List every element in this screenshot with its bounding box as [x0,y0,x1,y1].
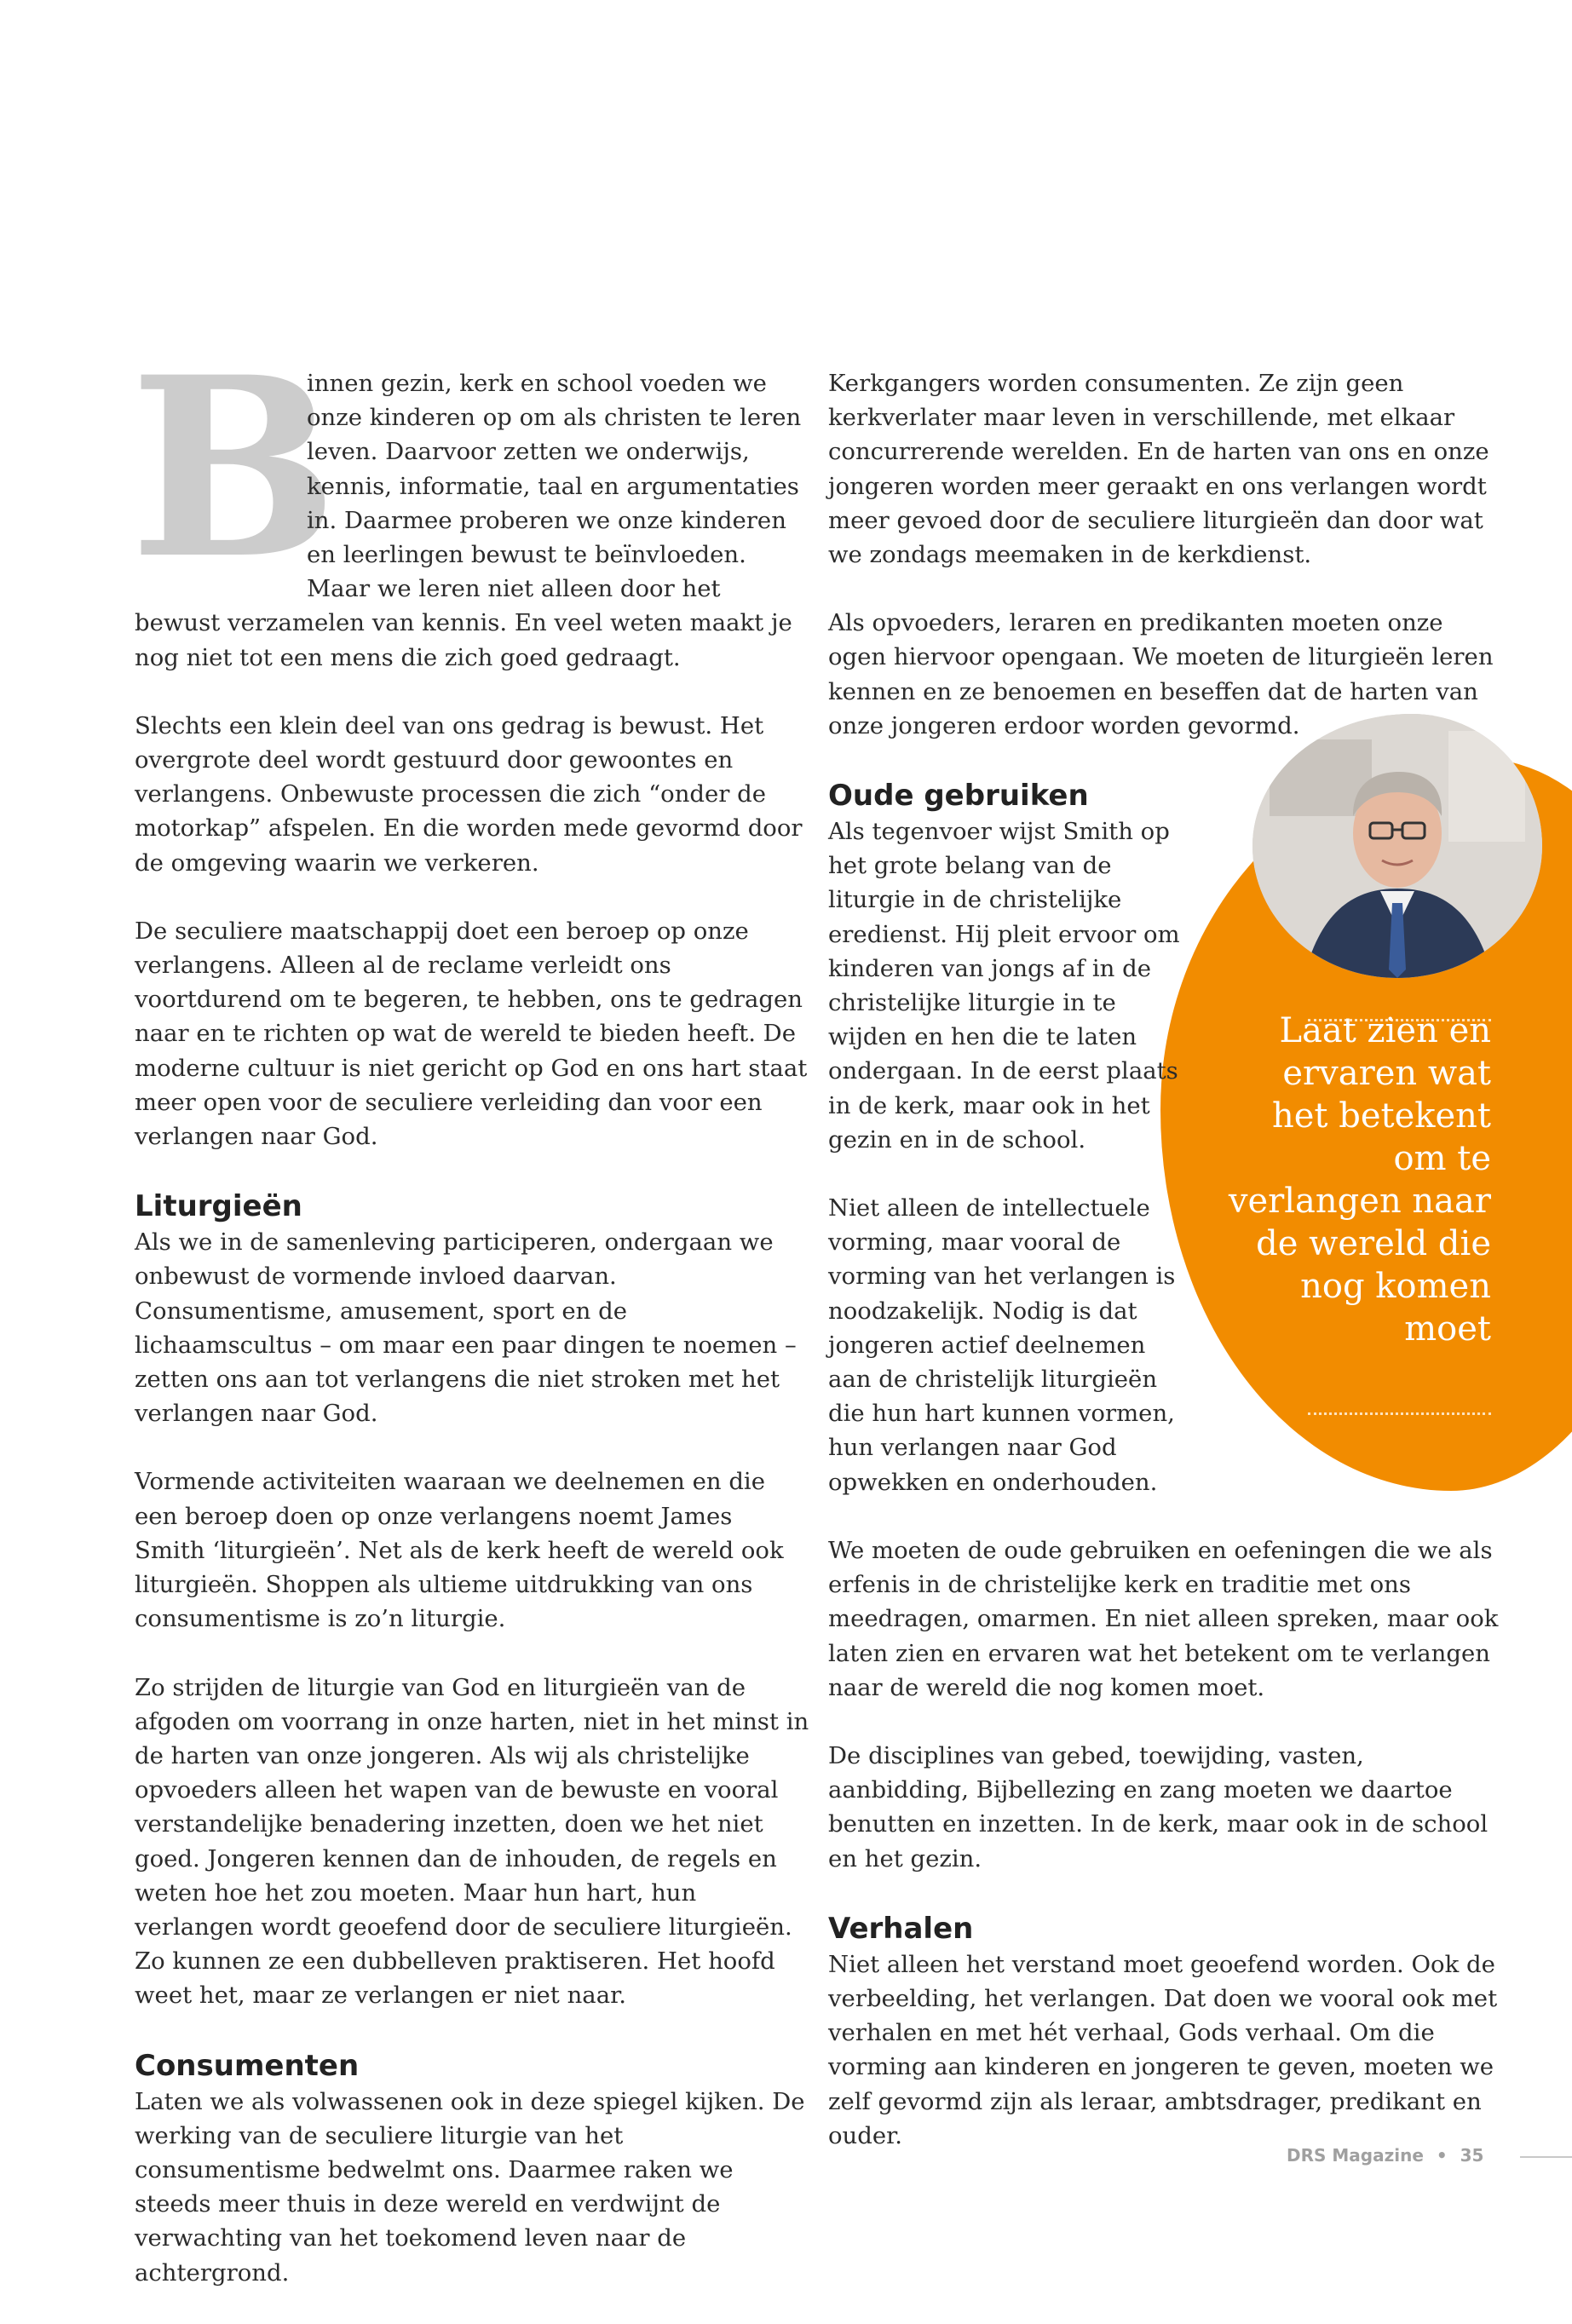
intro-text: innen gezin, kerk en school voeden we onze kinderen op om als christen te leren leven. Daarvoor zetten we onderwijs, kennis, informatie, taal en argumentaties in. Daarmee proberen we onze kinderen en leerlingen bewust te beïnvloeden. Maar we leren niet alleen door het bewust verzamelen van kennis. En veel weten maakt je nog niet tot een mens die zich goed gedraagt. [135,370,802,671]
paragraph: Als we in de samenleving participeren, ondergaan we onbewust de vormende invloed daarvan. Consumentisme, amusement, sport en de lichaamscultus – om maar een paar dingen te noemen – zetten ons aan tot verlangens die niet stroken met het verlangen naar God. [135,1228,797,1428]
paragraph: De seculiere maatschappij doet een beroep op onze verlangens. Alleen al de reclame verleidt ons voortdurend om te begeren, te hebben, ons te gedragen naar en te richten op wat de wereld te bieden heeft. De moderne cultuur is niet gericht op God en ons hart staat meer open voor de seculiere verleiding dan voor een verlangen naar God. [135,917,808,1151]
left-column [130,324,809,2324]
paragraph: Als tegenvoer wijst Smith op het grote belang van de liturgie in de christelijke eredienst. Hij pleit ervoor om kinderen van jongs af in de christelijke liturgie in te wijden en hen die te laten ondergaan. In de eerst plaats in de kerk, maar ook in het gezin en in de school. [828,818,1180,1153]
drop-cap: B [130,324,339,613]
section-heading-verhalen: Verhalen [828,1911,974,1946]
paragraph: Slechts een klein deel van ons gedrag is bewust. Het overgrote deel wordt gestuurd door gewoontes en verlangens. Onbewuste processen die zich “onder de motorkap” afspelen. En die worden mede gevormd door de omgeving waarin we verkeren. [135,711,803,877]
footer-rule [1520,2156,1572,2158]
section-heading-consumenten: Consumenten [135,2048,360,2083]
paragraph: Laten we als volwassenen ook in deze spiegel kijken. De werking van de seculiere liturgie van het consumentisme bedwelmt ons. Daarmee raken we steeds meer thuis in deze wereld en verdwijnt de verwachting van het toekomend leven naar de achtergrond. [135,2087,805,2287]
section-heading-liturgieen: Liturgieën [135,1189,302,1224]
paragraph: Vormende activiteiten waaraan we deelnemen en die een beroep doen op onze verlangens noemt James Smith ‘liturgieën’. Net als de kerk heeft de wereld ook liturgieën. Shoppen als ultieme uitdrukking van ons consumentisme is zo’n liturgie. [135,1468,784,1633]
paragraph: De disciplines van gebed, toewijding, vasten, aanbidding, Bijbellezing en zang moeten we daartoe benutten en inzetten. In de kerk, maar ook in de school en het gezin. [828,1741,1489,1872]
section-heading-oude-gebruiken: Oude gebruiken [828,779,1089,814]
intro-paragraph [130,324,809,675]
right-column [828,366,1501,2187]
footer-separator: • [1436,2145,1448,2166]
pull-quote: Laat zien en ervaren wat het betekent om te verlangen naar de wereld die nog komen moet [1228,1011,1491,1349]
paragraph: Kerkgangers worden consumenten. Ze zijn geen kerkverlater maar leven in verschillende, met elkaar concurrerende werelden. En de harten van ons en onze jongeren worden meer geraakt en ons verlangen wordt meer gevoed door de seculiere liturgieën dan door wat we zondags meemaken in de kerkdienst. [828,370,1489,569]
paragraph: Niet alleen de intellectuele vorming, maar vooral de vorming van het verlangen is noodzakelijk. Nodig is dat jongeren actief deelnemen aan de christelijk liturgieën die hun hart kunnen vormen, hun verlangen naar God opwekken en onderhouden. [828,1194,1176,1496]
page-number: 35 [1460,2145,1484,2166]
paragraph: Als opvoeders, leraren en predikanten moeten onze ogen hiervoor opengaan. We moeten de liturgieën leren kennen en ze benoemen en beseffen dat de harten van onze jongeren erdoor worden gevormd. [828,609,1494,739]
magazine-name: DRS Magazine [1287,2145,1424,2166]
paragraph: Niet alleen het verstand moet geoefend worden. Ook de verbeelding, het verlangen. Dat doen we vooral ook met verhalen en met hét verhaal, Gods verhaal. Om die vorming aan kinderen en jongeren te geven, moeten we zelf gevormd zijn als leraar, ambtsdrager, predikant en ouder. [828,1950,1498,2149]
paragraph: We moeten de oude gebruiken en oefeningen die we als erfenis in de christelijke kerk en traditie met ons meedragen, omarmen. En niet alleen spreken, maar ook laten zien en ervaren wat het betekent om te verlangen naar de wereld die nog komen moet. [828,1536,1499,1701]
paragraph: Zo strijden de liturgie van God en liturgieën van de afgoden om voorrang in onze harten, niet in het minst in de harten van onze jongeren. Als wij als christelijke opvoeders alleen het wapen van de bewuste en vooral verstandelijke benadering inzetten, doen we het niet goed. Jongeren kennen dan de inhouden, de regels en weten hoe het zou moeten. Maar hun hart, hun verlangen wordt geoefend door de seculiere liturgieën. Zo kunnen ze een dubbelleven praktiseren. Het hoofd weet het, maar ze verlangen er niet naar. [135,1673,809,2010]
page-footer [1287,2145,1483,2166]
